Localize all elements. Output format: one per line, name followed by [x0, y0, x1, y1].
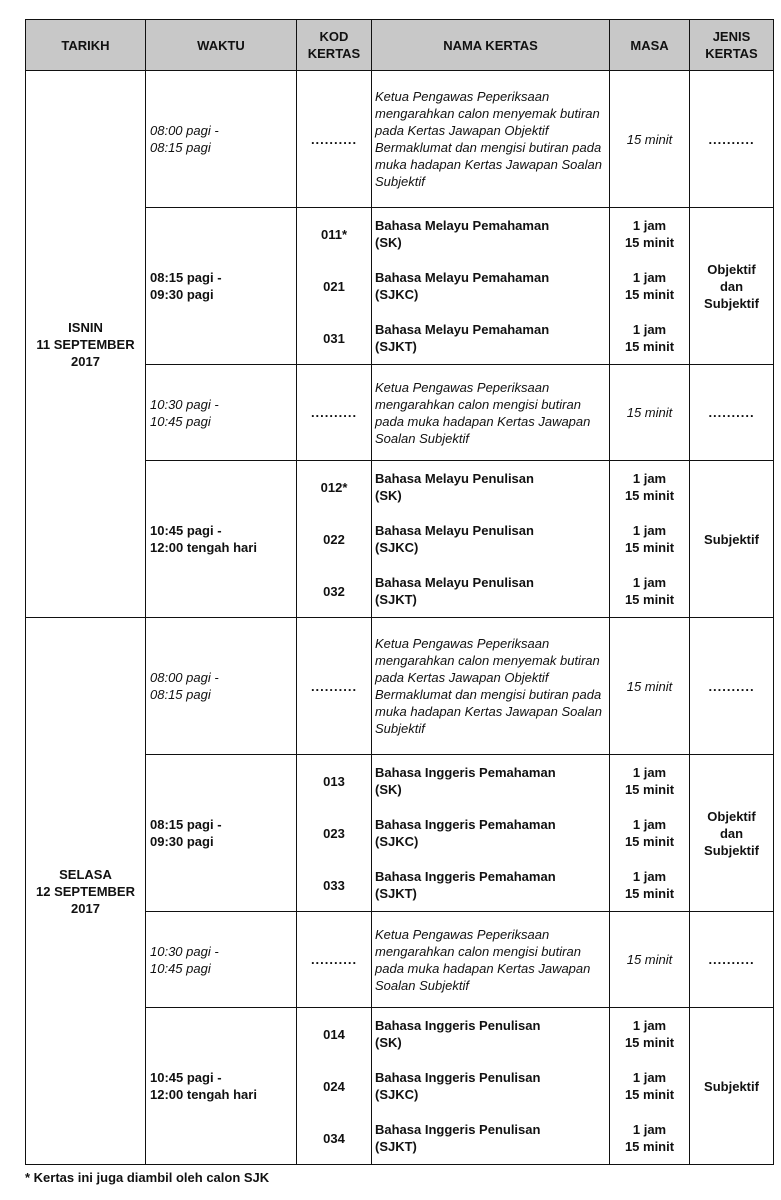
masa-cell: 15 minit [610, 365, 690, 461]
paper-title: Bahasa Melayu Penulisan [375, 523, 534, 538]
time-end: 12:00 tengah hari [150, 1087, 257, 1102]
paper-title: Bahasa Melayu Pemahaman [375, 218, 550, 233]
paper-duration [610, 807, 689, 859]
paper-name [375, 807, 606, 859]
paper-duration [610, 461, 689, 513]
duration-minutes: 15 minit [624, 592, 675, 607]
code-cell [297, 208, 372, 365]
paper-school: (SJKC) [375, 287, 419, 302]
paper-title: Bahasa Melayu Pemahaman [375, 270, 550, 285]
duration-minutes: 15 minit [624, 834, 675, 849]
header-nama-kertas: NAMA KERTAS [372, 20, 610, 71]
header-tarikh: TARIKH [26, 20, 146, 71]
duration-hours: 1 jam [632, 322, 667, 337]
paper-school: (SJKT) [375, 886, 417, 901]
time-end: 09:30 pagi [150, 287, 214, 302]
paper-code: 032 [323, 583, 345, 599]
paper-title: Bahasa Inggeris Pemahaman [375, 869, 556, 884]
code-cell [297, 1008, 372, 1165]
header-waktu: WAKTU [146, 20, 297, 71]
time-cell [146, 1008, 297, 1165]
time-cell [146, 912, 297, 1008]
duration-hours: 1 jam [632, 1070, 667, 1085]
paper-title: Bahasa Inggeris Pemahaman [375, 765, 556, 780]
duration-minutes: 15 minit [624, 1035, 675, 1050]
code-cell [297, 755, 372, 912]
day-date: 12 SEPTEMBER [36, 883, 135, 899]
paper-school: (SJKC) [375, 540, 419, 555]
duration-hours: 1 jam [632, 218, 667, 233]
paper-duration [610, 859, 689, 911]
time-start: 10:30 pagi - [150, 396, 219, 412]
time-end: 08:15 pagi [150, 140, 211, 155]
day-date: 11 SEPTEMBER [36, 336, 135, 352]
paper-name [375, 513, 606, 565]
paper-title: Bahasa Inggeris Penulisan [375, 1018, 541, 1033]
duration-hours: 1 jam [632, 869, 667, 884]
jenis-cell: .......... [690, 365, 774, 461]
time-start: 08:00 pagi - [150, 670, 219, 685]
paper-name [375, 461, 606, 513]
date-cell [26, 71, 146, 618]
paper-school: (SK) [375, 782, 402, 797]
paper-name-cell [372, 755, 610, 912]
instruction-row [26, 618, 774, 755]
time-cell [146, 755, 297, 912]
time-start: 08:15 pagi - [150, 270, 222, 285]
footnote: * Kertas ini juga diambil oleh calon SJK [25, 1170, 270, 1185]
time-end: 10:45 pagi [150, 960, 211, 976]
jenis-cell: .......... [690, 618, 774, 755]
duration-hours: 1 jam [632, 575, 667, 590]
instruction-text: Ketua Pengawas Peperiksaan mengarahkan calon menyemak butiran pada Kertas Jawapan Objektif Bermaklumat dan mengisi butiran pada muka hadapan Kertas Jawapan Soalan Subjektif [372, 618, 610, 755]
paper-name [375, 312, 606, 364]
masa-cell [610, 755, 690, 912]
paper-duration [610, 312, 689, 364]
duration-minutes: 15 minit [624, 287, 675, 302]
code-cell: .......... [297, 618, 372, 755]
time-cell [146, 461, 297, 618]
masa-cell [610, 461, 690, 618]
time-start: 10:45 pagi - [150, 523, 222, 538]
paper-code: 011* [320, 226, 348, 242]
time-cell [146, 618, 297, 755]
duration-hours: 1 jam [632, 765, 667, 780]
masa-cell: 15 minit [610, 71, 690, 208]
day-name: ISNIN [68, 319, 103, 335]
paper-code: 021 [323, 278, 345, 294]
jenis-line: Subjektif [704, 295, 759, 311]
time-end: 09:30 pagi [150, 834, 214, 849]
duration-minutes: 15 minit [624, 235, 675, 250]
paper-duration [610, 513, 689, 565]
duration-hours: 1 jam [632, 523, 667, 538]
jenis-cell [690, 208, 774, 365]
paper-name [375, 565, 606, 617]
header-jenis-kertas: JENIS KERTAS [690, 20, 774, 71]
masa-cell: 15 minit [610, 912, 690, 1008]
day-year: 2017 [71, 353, 100, 369]
time-start: 08:15 pagi - [150, 817, 222, 832]
time-cell [146, 71, 297, 208]
paper-duration [610, 565, 689, 617]
paper-code: 024 [323, 1078, 345, 1094]
paper-name-cell [372, 1008, 610, 1165]
paper-name [375, 260, 606, 312]
paper-duration [610, 1112, 689, 1164]
duration-hours: 1 jam [632, 1018, 667, 1033]
paper-name [375, 1060, 606, 1112]
paper-title: Bahasa Melayu Pemahaman [375, 322, 550, 337]
time-cell [146, 208, 297, 365]
day-name: SELASA [59, 866, 112, 882]
time-end: 10:45 pagi [150, 413, 211, 429]
masa-cell: 15 minit [610, 618, 690, 755]
paper-duration [610, 1008, 689, 1060]
jenis-cell: .......... [690, 71, 774, 208]
jenis-cell [690, 755, 774, 912]
time-start: 08:00 pagi - [150, 123, 219, 138]
duration-minutes: 15 minit [624, 488, 675, 503]
paper-school: (SK) [375, 1035, 402, 1050]
masa-cell [610, 208, 690, 365]
date-cell [26, 618, 146, 1165]
jenis-line: Subjektif [704, 842, 759, 858]
duration-hours: 1 jam [632, 817, 667, 832]
paper-duration [610, 260, 689, 312]
jenis-line: dan [719, 825, 744, 841]
paper-school: (SK) [375, 235, 402, 250]
duration-hours: 1 jam [632, 270, 667, 285]
paper-title: Bahasa Inggeris Penulisan [375, 1122, 541, 1137]
paper-code: 012* [320, 479, 348, 495]
paper-name [375, 1008, 606, 1060]
code-cell: .......... [297, 71, 372, 208]
time-start: 10:45 pagi - [150, 1070, 222, 1085]
duration-minutes: 15 minit [624, 1139, 675, 1154]
time-cell [146, 365, 297, 461]
jenis-cell: .......... [690, 912, 774, 1008]
duration-hours: 1 jam [632, 471, 667, 486]
code-cell [297, 461, 372, 618]
duration-minutes: 15 minit [624, 540, 675, 555]
masa-cell [610, 1008, 690, 1165]
paper-name-cell [372, 461, 610, 618]
paper-code: 023 [323, 825, 345, 841]
time-start: 10:30 pagi - [150, 943, 219, 959]
instruction-text: Ketua Pengawas Peperiksaan mengarahkan calon mengisi butiran pada muka hadapan Kertas Jawapan Soalan Subjektif [372, 365, 610, 461]
paper-title: Bahasa Melayu Penulisan [375, 575, 534, 590]
paper-title: Bahasa Inggeris Penulisan [375, 1070, 541, 1085]
duration-minutes: 15 minit [624, 339, 675, 354]
paper-school: (SJKT) [375, 339, 417, 354]
jenis-line: dan [719, 278, 744, 294]
header-row [26, 20, 774, 71]
code-cell: .......... [297, 365, 372, 461]
paper-name [375, 859, 606, 911]
instruction-text: Ketua Pengawas Peperiksaan mengarahkan calon mengisi butiran pada muka hadapan Kertas Jawapan Soalan Subjektif [372, 912, 610, 1008]
paper-name [375, 1112, 606, 1164]
jenis-cell: Subjektif [690, 461, 774, 618]
paper-title: Bahasa Inggeris Pemahaman [375, 817, 556, 832]
instruction-text: Ketua Pengawas Peperiksaan mengarahkan calon menyemak butiran pada Kertas Jawapan Objektif Bermaklumat dan mengisi butiran pada muka hadapan Kertas Jawapan Soalan Subjektif [372, 71, 610, 208]
exam-schedule-table [25, 19, 774, 1165]
time-end: 08:15 pagi [150, 687, 211, 702]
time-end: 12:00 tengah hari [150, 540, 257, 555]
paper-code: 014 [323, 1026, 345, 1042]
paper-title: Bahasa Melayu Penulisan [375, 471, 534, 486]
paper-duration [610, 1060, 689, 1112]
paper-code: 033 [323, 877, 345, 893]
instruction-row [26, 71, 774, 208]
paper-duration [610, 208, 689, 260]
paper-school: (SJKC) [375, 834, 419, 849]
paper-school: (SJKT) [375, 592, 417, 607]
paper-name-cell [372, 208, 610, 365]
duration-minutes: 15 minit [624, 1087, 675, 1102]
paper-name [375, 208, 606, 260]
header-kod-kertas: KOD KERTAS [297, 20, 372, 71]
paper-school: (SJKT) [375, 1139, 417, 1154]
header-masa: MASA [610, 20, 690, 71]
jenis-line: Objektif [707, 261, 756, 277]
paper-code: 022 [323, 531, 345, 547]
paper-code: 031 [323, 330, 345, 346]
day-year: 2017 [71, 900, 100, 916]
paper-code: 013 [323, 773, 345, 789]
paper-school: (SK) [375, 488, 402, 503]
paper-duration [610, 755, 689, 807]
code-cell: .......... [297, 912, 372, 1008]
paper-code: 034 [323, 1130, 345, 1146]
duration-minutes: 15 minit [624, 886, 675, 901]
paper-name [375, 755, 606, 807]
jenis-line: Objektif [707, 808, 756, 824]
jenis-cell: Subjektif [690, 1008, 774, 1165]
paper-school: (SJKC) [375, 1087, 419, 1102]
duration-minutes: 15 minit [624, 782, 675, 797]
duration-hours: 1 jam [632, 1122, 667, 1137]
